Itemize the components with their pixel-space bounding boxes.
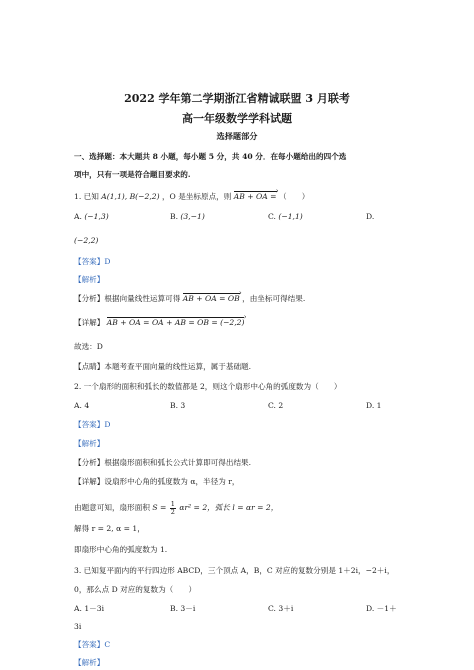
q1-option-d-label: D. xyxy=(366,212,375,221)
q1-vector-expression: AB + OA = › xyxy=(234,192,277,202)
q3-answer: 【答案】C xyxy=(74,640,111,649)
q2-fenxi: 【分析】根据扇形面积和弧长公式计算即可得出结果. xyxy=(74,458,252,467)
q3-stem-line-1: 3. 已知复平面内的平行四边形 ABCD，三个顶点 A，B，C 对应的复数分别是 1＋2i，−2＋i， xyxy=(74,566,395,575)
exam-subtitle: 高一年级数学学科试题 xyxy=(182,112,292,125)
q2-option-a: A. 4 xyxy=(74,401,90,410)
q1-xiangjie: 【详解】 AB + OA = OA + AB = OB = (−2,2) › xyxy=(74,318,244,328)
q2-xiangjie: 【详解】设扇形中心角的弧度数为 α，半径为 r， xyxy=(74,477,240,486)
q1-answer: 【答案】D xyxy=(74,257,111,266)
q1-stem-mid: ，O 是坐标原点，则 xyxy=(161,192,232,201)
q1-option-c: C. (−1,1) xyxy=(268,212,303,221)
q1-fenxi-vector: AB + OA = OB › xyxy=(183,294,240,304)
q1-stem-prefix: 1. 已知 xyxy=(74,192,99,201)
q2-stem: 2. 一个扇形的面积和弧长的数值都是 2，则这个扇形中心角的弧度数为（ ） xyxy=(74,382,342,391)
q1-stem xyxy=(74,192,309,202)
q3-option-d-continued: 3i xyxy=(74,622,82,631)
q3-option-b: B. 3－i xyxy=(170,604,196,613)
exam-title: 2022 学年第二学期浙江省精诚联盟 3 月联考 xyxy=(124,92,350,105)
instructions-line-1: 一、选择题：本大题共 8 小题，每小题 5 分，共 40 分．在每小题给出的四个选 xyxy=(74,152,347,161)
q2-answer: 【答案】D xyxy=(74,420,111,429)
q3-stem-line-2: 0，那么点 D 对应的复数为（ ） xyxy=(74,585,197,594)
q2-option-b: B. 3 xyxy=(170,401,186,410)
q2-analysis-label: 【解析】 xyxy=(74,439,105,448)
q3-option-d: D. －1＋ xyxy=(366,604,397,613)
q2-solve: 解得 r = 2, α = 1， xyxy=(74,524,145,533)
section-title: 选择题部分 xyxy=(216,131,258,141)
q1-xiangjie-expression: AB + OA = OA + AB = OB = (−2,2) › xyxy=(107,318,245,328)
q1-dianjing: 【点睛】本题考查平面向量的线性运算，属于基础题. xyxy=(74,362,252,371)
q1-option-a: A. (−1,3) xyxy=(74,212,109,221)
q1-points: A(1,1), B(−2,2) xyxy=(101,192,160,201)
instructions-line-2: 项中，只有一项是符合题目要求的. xyxy=(74,170,191,179)
q3-option-c: C. 3＋i xyxy=(268,604,294,613)
q1-fenxi: 【分析】根据向量线性运算可得 AB + OA = OB › ，由坐标可得结果. xyxy=(74,294,305,304)
q2-equation: 由题意可知，扇形面积 S = $\frac{1}{2}$ αr² = 2，弧长 l = αr = 2， xyxy=(74,499,279,516)
q1-option-b: B. (3,−1) xyxy=(170,212,205,221)
q2-conclusion: 即扇形中心角的弧度数为 1. xyxy=(74,545,168,554)
q1-stem-end: （ ） xyxy=(278,192,310,201)
q3-option-a: A. 1－3i xyxy=(74,604,105,613)
q1-conclusion: 故选：D xyxy=(74,342,103,351)
q3-analysis-label: 【解析】 xyxy=(74,658,105,667)
q2-fraction: $\frac{1}{2}$ xyxy=(170,499,175,516)
q1-analysis-label: 【解析】 xyxy=(74,275,105,284)
q2-option-d: D. 1 xyxy=(366,401,382,410)
q1-option-d-value: (−2,2) xyxy=(74,236,99,245)
q2-option-c: C. 2 xyxy=(268,401,284,410)
